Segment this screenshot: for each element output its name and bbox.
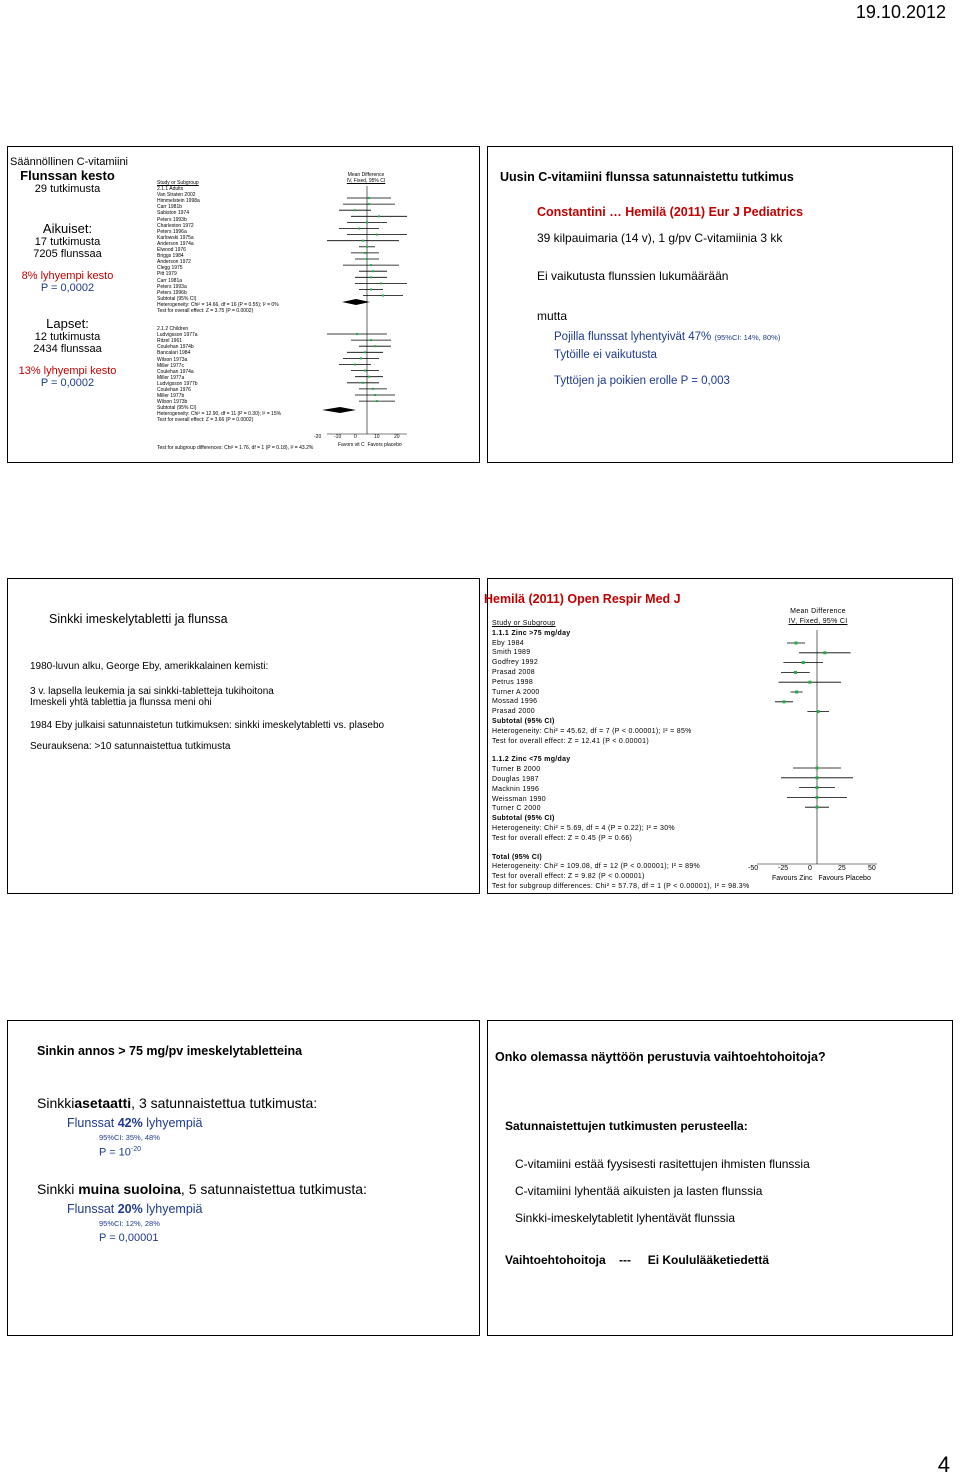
slide6-title: Onko olemassa näyttöön perustuvia vaihtoehtohoitoja? [495, 1050, 826, 1064]
slide1-left-panel [10, 156, 129, 389]
forest2-axis-labels [748, 864, 892, 884]
forest2-md-header2: IV, Fixed, 95% CI [788, 617, 848, 625]
adults-studies: 17 tutkimusta [34, 236, 101, 248]
slide1-title1: Säännöllinen C-vitamiini [10, 156, 129, 168]
slide3-content [30, 612, 470, 752]
slide5-r1-exp: -20 [130, 1146, 142, 1153]
slide1-title2: Flunssan kesto [20, 168, 115, 183]
slide2-line1: 39 kilpauimaria (14 v), 1 g/pv C-vitamiinia 3 kk [537, 231, 783, 245]
adults-p: P = 0,0002 [40, 282, 95, 294]
forest2-study-row: Prasad 2008 [492, 668, 535, 676]
slide6-item2: C-vitamiini lyhentää aikuisten ja lasten flunssia [515, 1184, 763, 1198]
forest2-group1-test: Test for overall effect: Z = 12.41 (P < 0.00001) [492, 737, 649, 745]
slide5-heading1 [37, 1095, 477, 1111]
forest1-md-header1: Mean Difference [347, 172, 385, 178]
forest2-study-row: Macknin 1996 [492, 785, 540, 793]
forest2-study-row: Mossad 1996 [492, 698, 538, 706]
slide6-content [495, 1050, 950, 1267]
forest1-study-row: Pitt 1979 [157, 271, 177, 278]
slide5-r2-post: lyhyempiä [142, 1201, 203, 1216]
forest2-study-row: Godfrey 1992 [492, 659, 539, 667]
forest2-subgroup-test: Test for subgroup differences: Chi² = 57.78, df = 1 (P < 0.00001), I² = 98.3% [492, 882, 750, 890]
forest2-study-row: Douglas 1987 [492, 775, 539, 783]
slide5-r2-p: P = 0,00001 [99, 1231, 159, 1244]
children-colds: 2434 flunssaa [33, 343, 102, 355]
forest1-md-header2: IV, Fixed, 95% CI [346, 178, 386, 185]
forest1-study-row: Peters 1996a [157, 228, 187, 235]
slide5-h2-pre: Sinkki [37, 1180, 79, 1197]
slide1-title3: 29 tutkimusta [34, 183, 101, 195]
slide5-content [37, 1044, 477, 1244]
slide6-item3: Sinkki-imeskelytabletit lyhentävät flunssia [515, 1211, 736, 1225]
forest1-study-row: Miller 1977c [157, 362, 184, 369]
children-studies: 12 tutkimusta [34, 331, 101, 343]
slide5-h2-post: , 5 satunnaistettua tutkimusta: [180, 1180, 367, 1197]
forest2-group2-subtotal: Subtotal (95% CI) [492, 815, 555, 823]
forest1-group1-title: 2.1.1 Adults [157, 186, 184, 193]
slide5-r1-post: lyhyempiä [142, 1116, 203, 1130]
forest2-md-header [768, 607, 868, 627]
forest1-group2-title: 2.1.2 Children [157, 326, 189, 333]
forest2-study-row: Eby 1984 [492, 639, 524, 647]
slide3-line2: 3 v. lapsella leukemia ja sai sinkki-tabletteja tukihoitona [30, 686, 274, 697]
slide2-line3: mutta [537, 309, 568, 323]
slide3-line5: Seurauksena: >10 satunnaistettua tutkimusta [30, 741, 231, 752]
forest2-study-row: Petrus 1998 [492, 678, 534, 686]
slide5-r2-ci: 95%CI: 12%, 28% [99, 1218, 160, 1228]
forest2-study-row: Weissman 1990 [492, 795, 546, 803]
forest1-study-row: Briggs 1984 [157, 253, 184, 260]
forest2-group2-test: Test for overall effect: Z = 0.45 (P = 0.66) [492, 834, 633, 842]
forest2-total: Total (95% CI) [492, 853, 542, 861]
forest1-group1-test: Test for overall effect: Z = 3.75 (P = 0.0002) [157, 307, 254, 314]
forest1-study-row: Peters 1993a [157, 283, 187, 290]
forest2-tick-label: 50 [868, 865, 876, 872]
slide5-r2-pre: Flunssat [67, 1201, 118, 1216]
slide3-line3: Imeskeli yhtä tablettia ja flunssa meni ohi [30, 697, 212, 708]
forest1-favors-right: Favors placebo [367, 442, 402, 448]
forest1-study-row: Ritzel 1961 [157, 338, 183, 345]
forest2-favours-left: Favours Zinc [772, 875, 813, 882]
forest1-study-row: Coulehan 1976 [157, 387, 191, 393]
forest2-tick-label: -50 [748, 865, 759, 872]
slide5-heading2 [37, 1181, 477, 1197]
forest1-study-row: Wilson 1973b [157, 399, 188, 406]
slide6-subtitle: Satunnaistettujen tutkimusten perusteella: [505, 1119, 748, 1133]
slide6-conclusion-right: Ei Koululääketiedettä [647, 1253, 770, 1267]
forest1-tick-label: -20 [314, 434, 322, 440]
forest2-study-row: Smith 1989 [492, 649, 531, 657]
adults-label: Aikuiset: [42, 221, 93, 236]
children-p: P = 0,0002 [40, 377, 95, 389]
forest1-study-row: Coulehan 1974b [157, 344, 194, 351]
forest1-tick-label: 10 [374, 434, 380, 440]
forest1-study-row: Wilson 1973a [157, 356, 188, 363]
children-effect: 13% lyhyempi kesto [18, 365, 117, 377]
slide5-h1-post: , 3 satunnaistettua tutkimusta: [131, 1095, 318, 1111]
forest1-study-row: Coulehan 1974a [157, 368, 194, 375]
adults-colds: 7205 flunssaa [33, 248, 102, 260]
forest2-tick-label: -25 [778, 865, 789, 872]
slide2-line4-ci: (95%CI: 14%, 80%) [714, 333, 781, 342]
header-date: 19.10.2012 [855, 2, 946, 22]
forest2-study-row: Turner A 2000 [492, 688, 540, 696]
slide4-title: Hemilä (2011) Open Respir Med J [484, 592, 681, 606]
forest2-md-header1: Mean Difference [790, 608, 846, 615]
slide5-r1-pct: 42% [117, 1116, 143, 1130]
slide2-reference: Constantini … Hemilä (2011) Eur J Pediatrics [537, 205, 804, 219]
forest1-tick-label: 0 [354, 434, 357, 440]
forest2-study-row: Turner C 2000 [492, 805, 541, 813]
forest1-group2-subtotal: Subtotal (95% CI) [157, 405, 197, 412]
forest1-study-row: Himmelstein 1998a [157, 198, 200, 205]
forest1-study-row: Bancalari 1984 [157, 350, 191, 357]
forest1-tick-label: 20 [394, 434, 400, 440]
slide5-h2-bold: muina suoloina [78, 1180, 181, 1197]
forest1-study-row: Van Straten 2002 [157, 192, 196, 199]
forest1-study-row: Peters 1993b [157, 216, 187, 223]
forest1-study-row: Carr 1981b [157, 204, 183, 211]
slide6-item1: C-vitamiini estää fyysisesti rasitettujen ihmisten flunssia [515, 1157, 810, 1171]
slide3-title: Sinkki imeskelytabletti ja flunssa [49, 612, 228, 626]
slide2-line5: Tytöille ei vaikutusta [554, 349, 657, 361]
forest1-study-row: Ludvigsson 1977b [157, 380, 198, 387]
slide3-line1: 1980-luvun alku, George Eby, amerikkalainen kemisti: [30, 661, 269, 672]
forest1-md-header [326, 172, 406, 184]
forest1-study-row: Anderson 1972 [157, 259, 191, 266]
forest1-study-row: Carr 1981a [157, 277, 183, 284]
forest2-group2-title: 1.1.2 Zinc <75 mg/day [492, 756, 571, 764]
slide2-line4-row [554, 331, 945, 343]
forest2-group1-title: 1.1.1 Zinc >75 mg/day [492, 629, 571, 637]
forest1-group2-het: Heterogeneity: Chi² = 12.90, df = 11 (P = 0.30); I² = 15% [157, 411, 282, 418]
forest2-tick-label: 0 [808, 865, 812, 872]
slide6-conclusion [505, 1253, 950, 1267]
forest1-study-row: Miller 1977b [157, 393, 185, 400]
forest1-study-row: Anderson 1974a [157, 240, 194, 247]
forest1-subgroup-test: Test for subgroup differences: Chi² = 1.76, df = 1 (P = 0.18), I² = 43.2% [157, 445, 314, 451]
slide2-line4: Pojilla flunssat lyhentyivät 47% [554, 331, 712, 343]
slide5-r1-pre: Flunssat [67, 1116, 118, 1130]
forest1-favors-left: Favors vit C [338, 442, 365, 448]
forest1-labels [157, 180, 327, 424]
slide2-content [500, 170, 945, 387]
forest2-total-het: Heterogeneity: Chi² = 109.08, df = 12 (P < 0.00001); I² = 89% [492, 863, 701, 871]
forest1-study-row: Elwood 1976 [157, 247, 186, 254]
slide2-line6: Tyttöjen ja poikien erolle P = 0,003 [554, 375, 730, 387]
forest2-group1-het: Heterogeneity: Chi² = 45.62, df = 7 (P < 0.00001); I² = 85% [492, 727, 692, 735]
forest2-tick-label: 25 [838, 865, 846, 872]
adults-effect: 8% lyhyempi kesto [21, 270, 114, 282]
forest1-group1-subtotal: Subtotal (95% CI) [157, 295, 197, 302]
slide6-conclusion-mid: --- [619, 1253, 632, 1267]
forest1-study-row: Peters 1996b [157, 289, 187, 296]
forest2-total-test: Test for overall effect: Z = 9.82 (P < 0.00001) [492, 873, 645, 881]
forest1-axis-labels [314, 434, 418, 454]
slide6-conclusion-left: Vaihtoehtohoitoja [505, 1253, 606, 1267]
forest2-group2-het: Heterogeneity: Chi² = 5.69, df = 4 (P = 0.22); I² = 30% [492, 824, 675, 832]
forest1-study-row: Charleston 1972 [157, 222, 194, 229]
slide5-r1-p: P = 10 [99, 1146, 131, 1159]
slide5-result2 [67, 1202, 477, 1216]
forest1-group1-het: Heterogeneity: Chi² = 14.66, df = 16 (P = 0.55); I² = 0% [157, 301, 279, 308]
slide5-title: Sinkin annos > 75 mg/pv imeskelytabletteina [37, 1044, 303, 1058]
slide2-line2: Ei vaikutusta flunssien lukumäärään [537, 269, 729, 283]
forest2-col-header: Study or Subgroup [492, 620, 556, 627]
forest2-study-row: Prasad 2000 [492, 708, 535, 716]
forest2-study-row: Turner B 2000 [492, 766, 541, 774]
slide5-r2-pct: 20% [117, 1201, 143, 1216]
forest1-group2-test: Test for overall effect: Z = 3.66 (P = 0.0002) [157, 417, 254, 424]
page-number: 4 [937, 1452, 950, 1477]
slide5-h1-pre: Sinkki [37, 1095, 75, 1111]
forest1-study-row: Ludvigsson 1977a [157, 332, 198, 339]
forest2-group1-subtotal: Subtotal (95% CI) [492, 717, 555, 725]
forest1-study-row: Sabiston 1974 [157, 210, 189, 217]
forest1-study-row: Karlowski 1975a [157, 234, 194, 241]
slide3-line4: 1984 Eby julkaisi satunnaistetun tutkimuksen: sinkki imeskelytabletti vs. plasebo [30, 720, 385, 731]
forest1-col-header: Study or Subgroup [157, 180, 199, 186]
slide5-result1 [67, 1116, 477, 1130]
slide5-r1-p-row [99, 1146, 477, 1159]
forest2-labels [492, 619, 749, 892]
children-label: Lapset: [46, 316, 89, 331]
forest1-tick-label: -10 [334, 434, 342, 440]
forest1-study-row: Miller 1977a [157, 374, 185, 381]
forest1-study-row: Clegg 1975 [157, 265, 183, 272]
slide2-title: Uusin C-vitamiini flunssa satunnaistettu tutkimus [500, 170, 794, 184]
slide5-h1-bold: asetaatti [74, 1095, 132, 1111]
slide5-r1-ci: 95%CI: 35%, 48% [99, 1133, 160, 1142]
forest2-favours-right: Favours Placebo [818, 875, 871, 882]
